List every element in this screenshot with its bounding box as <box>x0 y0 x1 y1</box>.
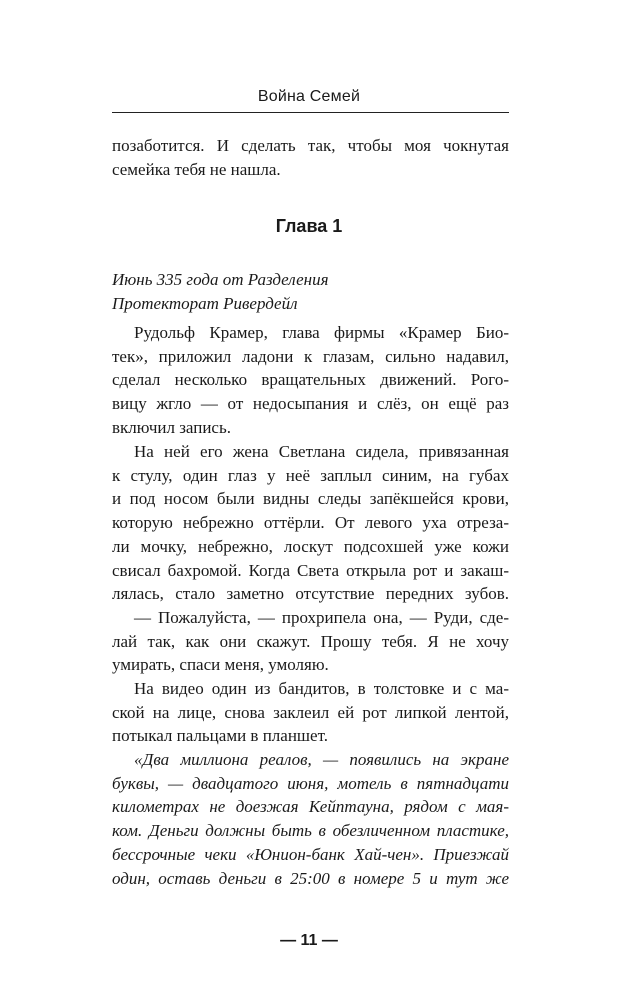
text-line: семейка тебя не нашла. <box>112 159 281 179</box>
text-line: На ней его жена Светлана сидела, привязанная <box>134 442 509 461</box>
text-line: На видео один из бандитов, в толстовке и с ма- <box>134 679 509 698</box>
dateline-place: Протекторат Ривердейл <box>112 293 298 313</box>
text-line: тек», приложил ладони к глазам, сильно надавил, <box>112 346 509 366</box>
text-line: вицу жгло — от недосыпания и слёз, он ещё раз <box>112 394 509 414</box>
running-head: Война Семей <box>257 88 361 105</box>
paragraph-4 <box>112 677 509 748</box>
text-line: умирать, спаси меня, умоляю. <box>112 655 329 675</box>
text-line: километрах не доезжая Кейптауна, рядом с мая- <box>112 797 509 817</box>
text-line: лялась, стало заметно отсутствие передних зубов. <box>112 584 509 604</box>
text-line: включил запись. <box>112 417 231 437</box>
dateline <box>112 268 509 315</box>
text-line: которую небрежно оттёрли. От левого уха отреза- <box>112 513 509 533</box>
text-line: и под носом были видны следы запёкшейся крови, <box>112 489 509 509</box>
text-line: потыкал пальцами в планшет. <box>112 726 328 746</box>
text-line: один, оставь деньги в 25:00 в номере 5 и тут же <box>112 868 509 888</box>
chapter-title: Глава 1 <box>275 216 343 236</box>
paragraph-1 <box>112 321 509 440</box>
text-line: к стулу, один глаз у неё заплыл синим, на губах <box>112 465 509 485</box>
text-line: ской на лице, снова заклеил ей рот липкой лентой, <box>112 702 509 722</box>
text-line: ли мочку, небрежно, лоскут подсохшей уже кожи <box>112 536 509 556</box>
text-line: бессрочные чеки «Юнион-банк Хай-чен». Приезжай <box>112 844 509 864</box>
opening-text <box>112 134 509 181</box>
text-line: буквы, — двадцатого июня, мотель в пятнадцати <box>112 773 509 793</box>
header-rule <box>112 112 509 113</box>
text-line: ком. Деньги должны быть в обезличенном пластике, <box>112 821 509 841</box>
paragraph-2 <box>112 440 509 606</box>
text-line: лай так, как они скажут. Прошу тебя. Я не хочу <box>112 631 509 651</box>
text-line: Рудольф Крамер, глава фирмы «Крамер Био- <box>134 323 509 342</box>
page-number: — 11 — <box>280 932 338 949</box>
text-line: позаботится. И сделать так, чтобы моя чокнутая <box>112 136 509 155</box>
dateline-date: Июнь 335 года от Разделения <box>112 270 329 289</box>
text-line: свисал бахромой. Когда Света открыла рот и закаш- <box>112 560 509 580</box>
paragraph-3 <box>112 606 509 677</box>
paragraph-5 <box>112 748 509 890</box>
text-line: — Пожалуйста, — прохрипела она, — Руди, сде- <box>134 608 509 627</box>
text-line: «Два миллиона реалов, — появились на экране <box>134 750 509 769</box>
text-line: сделал несколько вращательных движений. Рого- <box>112 370 509 390</box>
